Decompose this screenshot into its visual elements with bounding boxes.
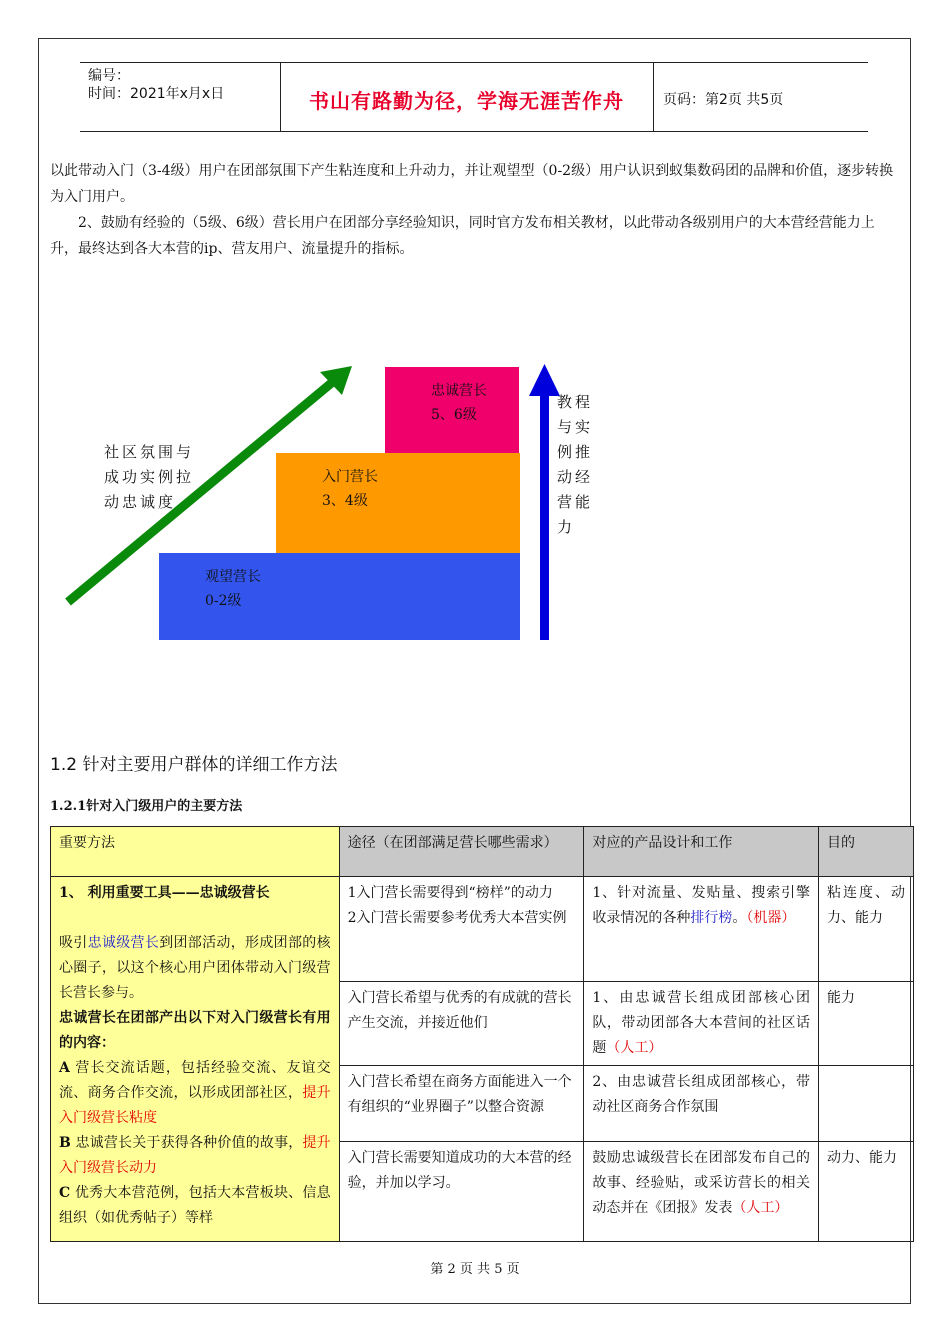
entry-manager-block	[276, 453, 520, 553]
table-header-row	[51, 827, 914, 877]
method-intro	[59, 931, 331, 1006]
method-cell	[51, 877, 340, 1242]
header-design: 对应的产品设计和工作	[584, 827, 819, 877]
method-intro-text: 到团部活动，形成团部的核心圈子，以这个核心用户团体带动入门级营长营长参与。	[59, 935, 331, 1001]
tutorial-label	[557, 390, 593, 540]
design-cell	[584, 877, 819, 982]
subsection-title: 1.2.1针对入门级用户的主要方法	[50, 799, 243, 814]
item-label: B	[59, 1135, 71, 1151]
goal-cell: 能力	[819, 982, 914, 1066]
item-text: 优秀大本营范例，包括大本营板块、信息组织（如优秀帖子）等样	[59, 1185, 331, 1226]
item-highlight: 提升入门级营长粘度	[59, 1085, 331, 1126]
tutorial-label-line: 教程	[557, 393, 594, 411]
tutorial-label-line: 营能	[557, 493, 594, 511]
method-intro-text: 吸引	[59, 935, 88, 951]
motto: 书山有路勤为径，学海无涯苦作舟	[309, 89, 624, 113]
design-highlight: 排行榜	[690, 910, 733, 926]
method-item-a	[59, 1056, 331, 1131]
route-cell: 入门营长需要知道成功的大本营的经验，并加以学习。	[339, 1142, 584, 1242]
page-footer: 第 2 页 共 5 页	[430, 1262, 520, 1277]
route-cell: 入门营长希望在商务方面能进入一个有组织的“业界圈子”以整合资源	[339, 1066, 584, 1142]
route-cell: 入门营长希望与优秀的有成就的营长产生交流，并接近他们	[339, 982, 584, 1066]
design-tag: （机器）	[746, 910, 796, 926]
loyal-manager-block	[385, 367, 519, 453]
tutorial-label-line: 动经	[557, 468, 594, 486]
goal-cell: 动力、能力	[819, 1142, 914, 1242]
design-text: 1、针对流量、发贴量、搜索引擎收录情况的各种	[592, 885, 811, 926]
item-label: C	[59, 1185, 71, 1201]
design-text: 1、由忠诚营长组成团部核心团队，带动团部各大本营间的社区话题	[592, 990, 811, 1056]
tutorial-label-line: 力	[557, 518, 576, 536]
table-row	[51, 877, 914, 982]
item-text: 忠诚营长关于获得各种价值的故事，	[70, 1135, 303, 1151]
design-text: 鼓励忠诚级营长在团部发布自己的故事、经验贴，或采访营长的相关动态并在《团报》发表	[592, 1150, 811, 1216]
loyal-manager-highlight: 忠诚级营长	[87, 935, 160, 951]
observer-manager-block	[159, 553, 520, 640]
design-cell	[584, 1142, 819, 1242]
intro-paragraph-1: 以此带动入门（3-4级）用户在团部氛围下产生粘连度和上升动力，并让观望型（0-2级）用户认识到蚁集数码团的品牌和价值，逐步转换为入门用户。	[50, 163, 894, 205]
design-cell	[584, 982, 819, 1066]
method-item-c	[59, 1181, 331, 1231]
blue-arrow	[529, 364, 560, 640]
header-goal: 目的	[819, 827, 914, 877]
goal-cell: 粘连度、动力、能力	[819, 877, 914, 982]
tutorial-label-line: 例推	[557, 443, 594, 461]
section-title: 1.2 针对主要用户群体的详细工作方法	[50, 755, 338, 775]
page-info: 页码：第2页 共5页	[663, 92, 784, 108]
item-highlight: 提升入门级营长动力	[59, 1135, 331, 1176]
observer-manager-name: 观望营长	[205, 569, 261, 585]
design-tag: （人工）	[732, 1200, 789, 1216]
goal-cell	[819, 1066, 914, 1142]
loyal-manager-level: 5、6级	[431, 407, 477, 423]
item-label: A	[59, 1060, 70, 1076]
methods-table	[50, 826, 914, 1242]
entry-manager-name: 入门营长	[322, 469, 378, 485]
observer-manager-level: 0-2级	[205, 593, 242, 609]
design-tag: （人工）	[606, 1040, 663, 1056]
community-label-line: 动忠诚度	[104, 493, 177, 511]
community-label-line: 社区氛围与	[104, 443, 195, 461]
community-label	[104, 440, 194, 515]
method-bold-line: 忠诚营长在团部产出以下对入门级营长有用的内容：	[59, 1010, 331, 1051]
design-cell: 2、由忠诚营长组成团部核心，带动社区商务合作氛围	[584, 1066, 819, 1142]
item-text: 营长交流话题，包括经验交流、友谊交流、商务合作交流，以形成团部社区，	[59, 1060, 331, 1101]
number-label: 编号：	[88, 68, 130, 84]
intro-paragraph-2: 2、鼓励有经验的（5级、6级）营长用户在团部分享经验知识，同时官方发布相关教材，以此带动各级别用户的大本营经营能力上升，最终达到各大本营的ip、营友用户、流量提升的指标。	[50, 215, 875, 257]
community-label-line: 成功实例拉	[104, 468, 195, 486]
time-label: 时间：2021年x月x日	[88, 86, 225, 102]
loyal-manager-name: 忠诚营长	[431, 383, 487, 399]
header-method: 重要方法	[51, 827, 340, 877]
method-title: 1、 利用重要工具——忠诚级营长	[59, 885, 270, 901]
route-cell: 1入门营长需要得到“榜样”的动力 2入门营长需要参考优秀大本营实例	[339, 877, 584, 982]
method-item-b	[59, 1131, 331, 1181]
header-route: 途径（在团部满足营长哪些需求）	[339, 827, 584, 877]
design-text: 。	[732, 910, 747, 926]
tutorial-label-line: 与实	[557, 418, 594, 436]
entry-manager-level: 3、4级	[322, 493, 368, 509]
